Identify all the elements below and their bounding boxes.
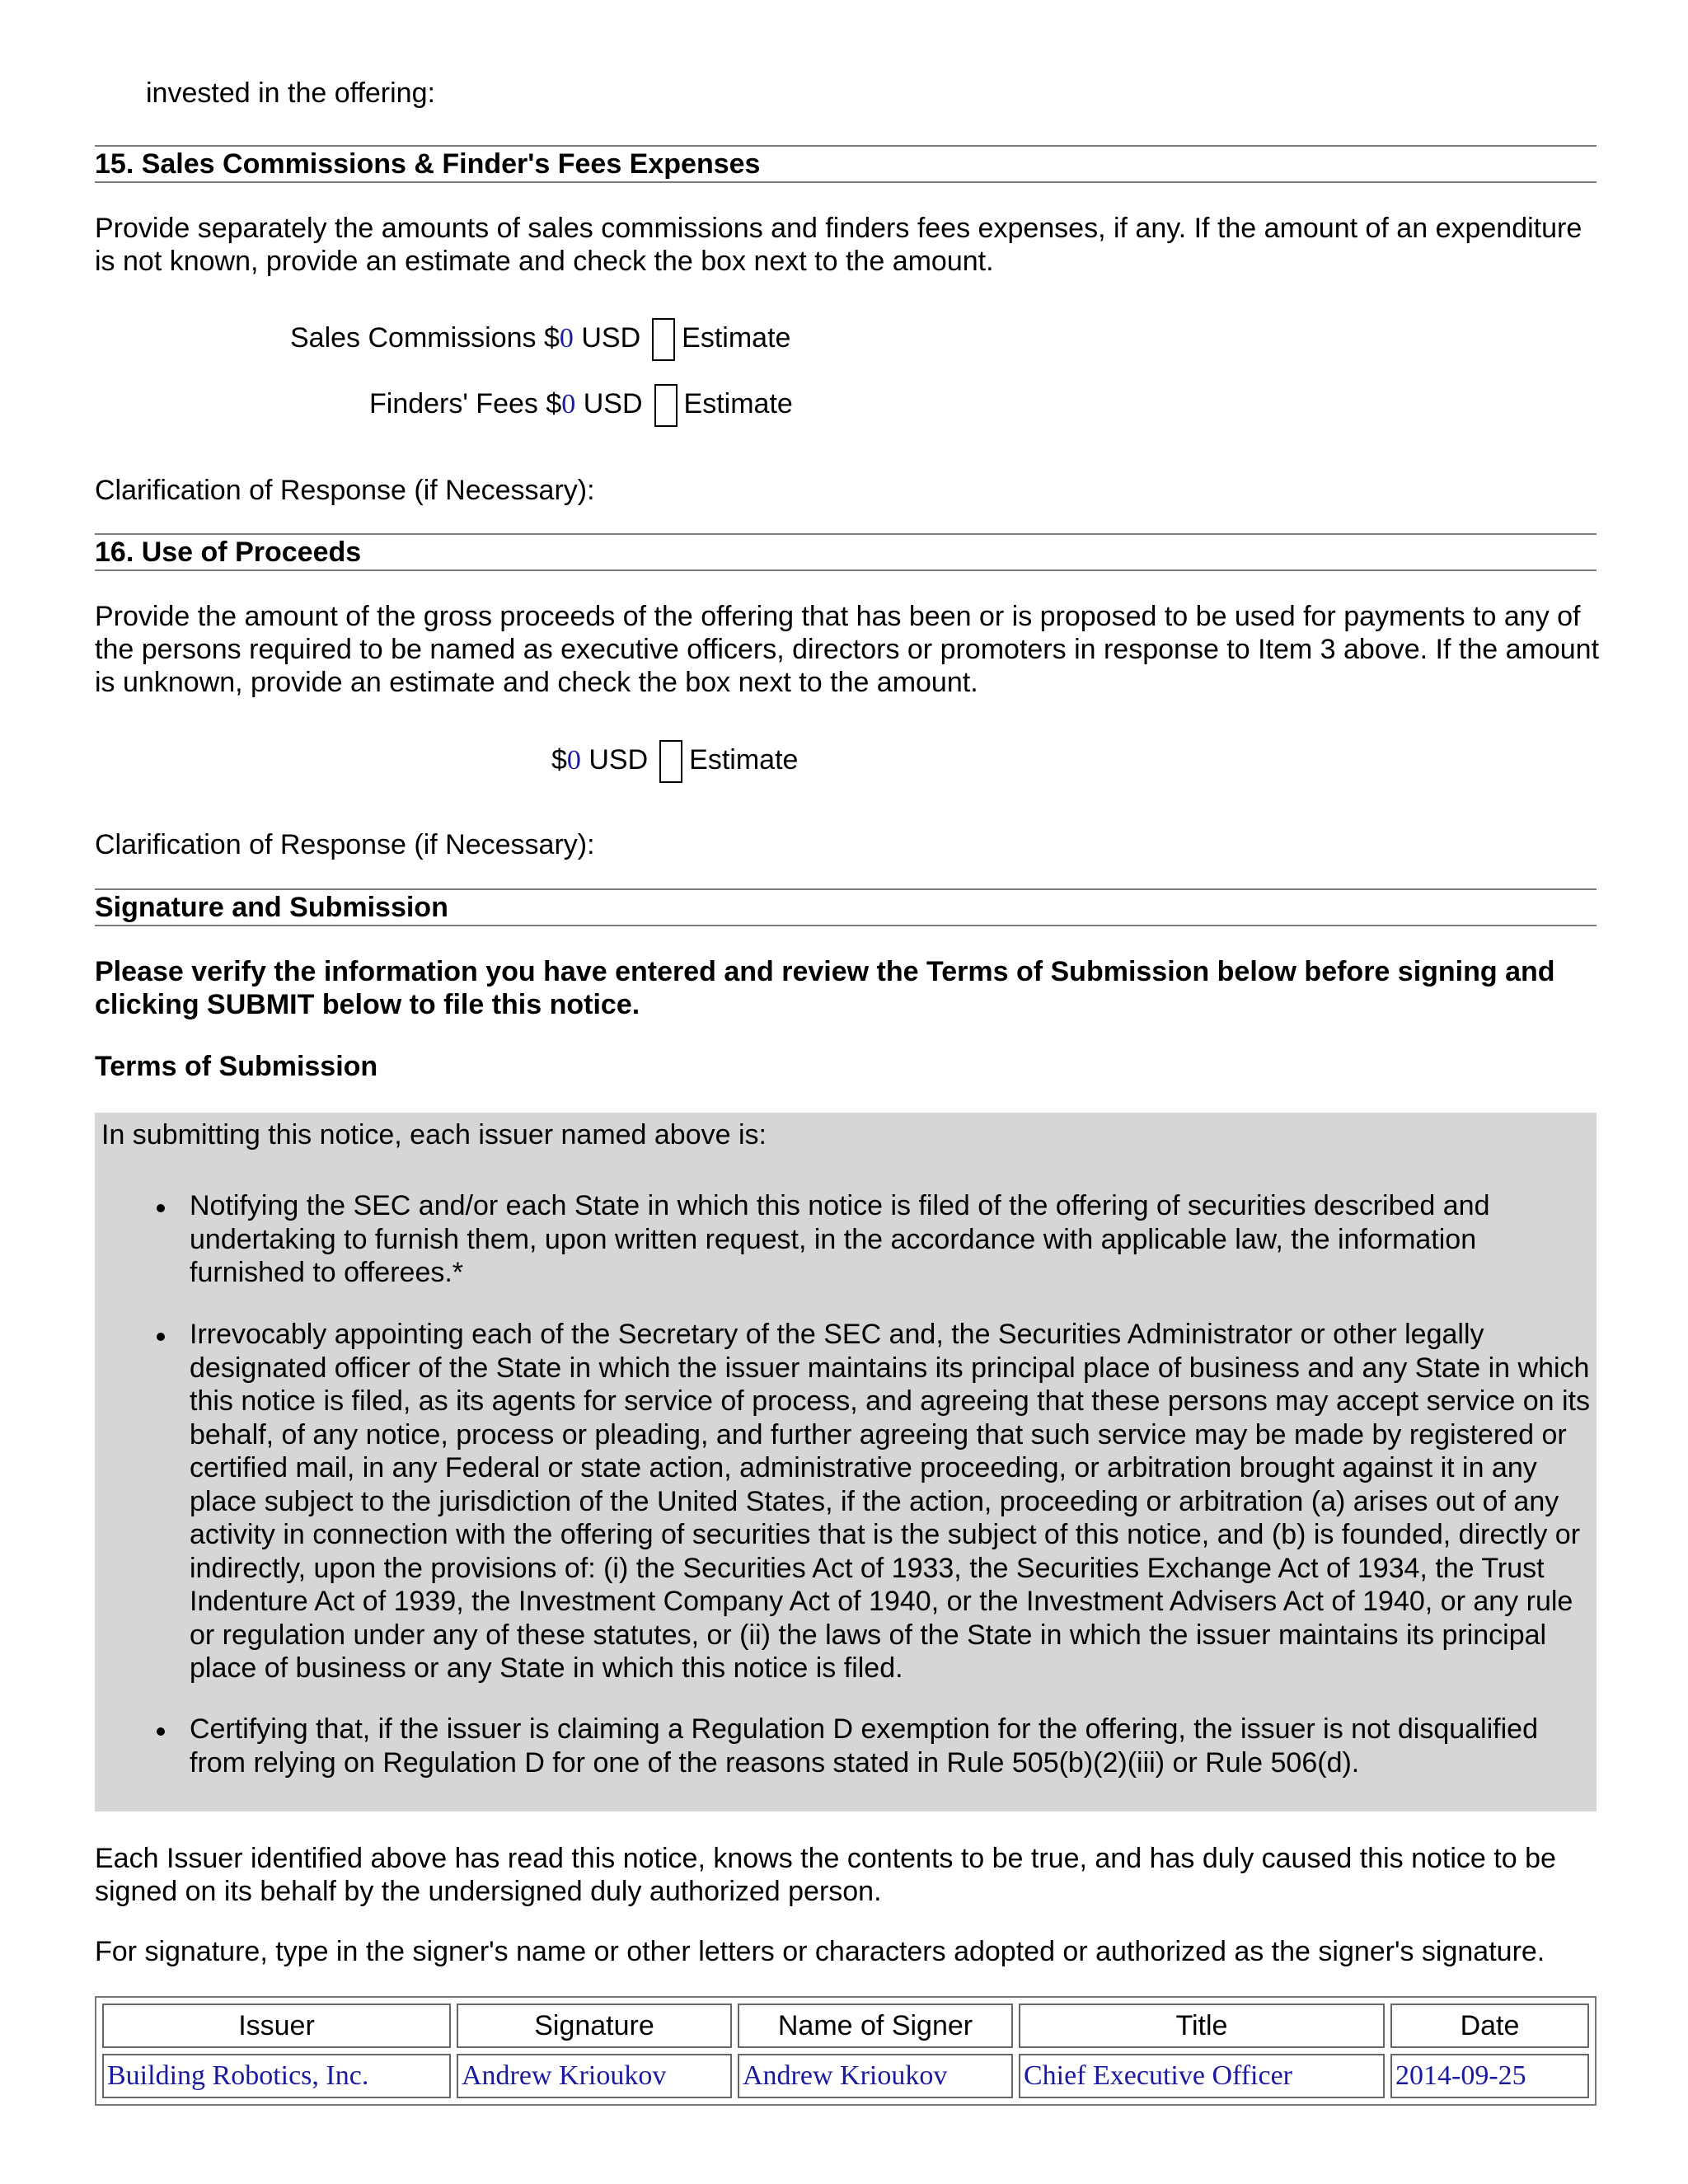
signature-table: [95, 1996, 1597, 2106]
issuer-statement: Each Issuer identified above has read this notice, knows the contents to be true, and has duly caused this notice to be signed on its behalf by the undersigned duly authorized person.: [95, 1843, 1556, 1907]
term-item: Notifying the SEC and/or each State in which this notice is filed of the offering of securities described and undertaking to furnish them, upon written request, in the accordance with applicable law, the information furnished to offerees.*: [190, 1190, 1490, 1288]
finders-fees-estimate-checkbox[interactable]: [654, 384, 678, 427]
section-divider: [95, 569, 1597, 571]
continued-text: invested in the offering:: [146, 77, 435, 109]
use-of-proceeds-value: 0: [566, 744, 581, 776]
section-16-clarification: Clarification of Response (if Necessary):: [95, 829, 595, 860]
currency-unit: USD: [588, 743, 649, 776]
terms-intro: In submitting this notice, each issuer named above is:: [101, 1119, 767, 1151]
section-16-heading: 16. Use of Proceeds: [95, 537, 362, 568]
table-header-row: [102, 2004, 1589, 2048]
terms-heading: Terms of Submission: [95, 1051, 378, 1082]
currency-unit: USD: [583, 387, 643, 419]
sales-commissions-value: 0: [559, 322, 574, 354]
use-of-proceeds-row: [551, 740, 798, 783]
verify-instruction: Please verify the information you have entered and review the Terms of Submission below before signing and clicking SUBMIT below to file this notice.: [95, 956, 1555, 1020]
estimate-label: Estimate: [682, 321, 791, 354]
finders-fees-value: 0: [561, 388, 576, 419]
sales-commissions-estimate-checkbox[interactable]: [652, 318, 675, 361]
section-15-description: Provide separately the amounts of sales commissions and finders fees expenses, if any. If the amount of an expenditure is not known, provide an estimate and check the box next to the amount.: [95, 213, 1582, 277]
bullet-icon: [157, 1333, 165, 1341]
bullet-icon: [157, 1727, 165, 1736]
finders-fees-row: [369, 384, 793, 427]
sales-commissions-row: [290, 318, 790, 361]
estimate-label: Estimate: [689, 743, 799, 776]
section-divider: [95, 533, 1597, 535]
term-item: Certifying that, if the issuer is claiming a Regulation D exemption for the offering, the issuer is not disqualified from relying on Regulation D for one of the reasons stated in Rule 505(b)(2)(iii) or Rule 506(d).: [190, 1713, 1538, 1779]
signature-note: For signature, type in the signer's name or other letters or characters adopted or authorized as the signer's signature.: [95, 1936, 1545, 1967]
table-row: [102, 2054, 1589, 2098]
section-divider: [95, 181, 1597, 183]
section-15-heading: 15. Sales Commissions & Finder's Fees Expenses: [95, 148, 761, 180]
currency-symbol: $: [543, 321, 560, 354]
estimate-label: Estimate: [683, 387, 793, 419]
term-item: Irrevocably appointing each of the Secretary of the SEC and, the Securities Administrator or other legally designated officer of the State in which the issuer maintains its principal place of business and any State in which this notice is filed, as its agents for service of process, and agreeing that these persons may accept service on its behalf, of any notice, process or pleading, and further agreeing that such service may be made by registered or certified mail, in any Federal or state action, administrative proceeding, or arbitration brought against it in any place subject to the jurisdiction of the United States, if the action, proceeding or arbitration (a) arises out of any activity in connection with the offering of securities that is the subject of this notice, and (b) is founded, directly or indirectly, upon the provisions of: (i) the Securities Act of 1933, the Securities Exchange Act of 1934, the Trust Indenture Act of 1939, the Investment Company Act of 1940, or the Investment Advisers Act of 1940, or any rule or regulation under any of these statutes, or (ii) the laws of the State in which the issuer maintains its principal place of business or any State in which this notice is filed.: [190, 1319, 1590, 1684]
issuer-cell: Building Robotics, Inc.: [102, 2054, 451, 2098]
signature-cell: Andrew Krioukov: [457, 2054, 732, 2098]
use-of-proceeds-estimate-checkbox[interactable]: [659, 740, 682, 783]
table-header-cell: Issuer: [102, 2004, 451, 2048]
sales-commissions-label: Sales Commissions: [290, 321, 537, 354]
bullet-icon: [157, 1204, 165, 1212]
table-header-cell: Date: [1390, 2004, 1589, 2048]
table-header-cell: Title: [1019, 2004, 1385, 2048]
section-16-description: Provide the amount of the gross proceeds of the offering that has been or is proposed to be used for payments to any of the persons required to be named as executive officers, directors or promoters in response to Item 3 above. If the amount is unknown, provide an estimate and check the box next to the amount.: [95, 601, 1600, 698]
date-cell: 2014-09-25: [1390, 2054, 1589, 2098]
signature-heading: Signature and Submission: [95, 892, 448, 923]
section-divider: [95, 145, 1597, 147]
title-cell: Chief Executive Officer: [1019, 2054, 1385, 2098]
table-header-cell: Name of Signer: [738, 2004, 1013, 2048]
currency-unit: USD: [581, 321, 641, 354]
signer-name-cell: Andrew Krioukov: [738, 2054, 1013, 2098]
currency-symbol: $: [546, 387, 562, 419]
currency-symbol: $: [551, 743, 567, 776]
section-divider: [95, 925, 1597, 926]
finders-fees-label: Finders' Fees: [369, 387, 538, 419]
section-divider: [95, 888, 1597, 890]
section-15-clarification: Clarification of Response (if Necessary):: [95, 475, 595, 506]
table-header-cell: Signature: [457, 2004, 732, 2048]
